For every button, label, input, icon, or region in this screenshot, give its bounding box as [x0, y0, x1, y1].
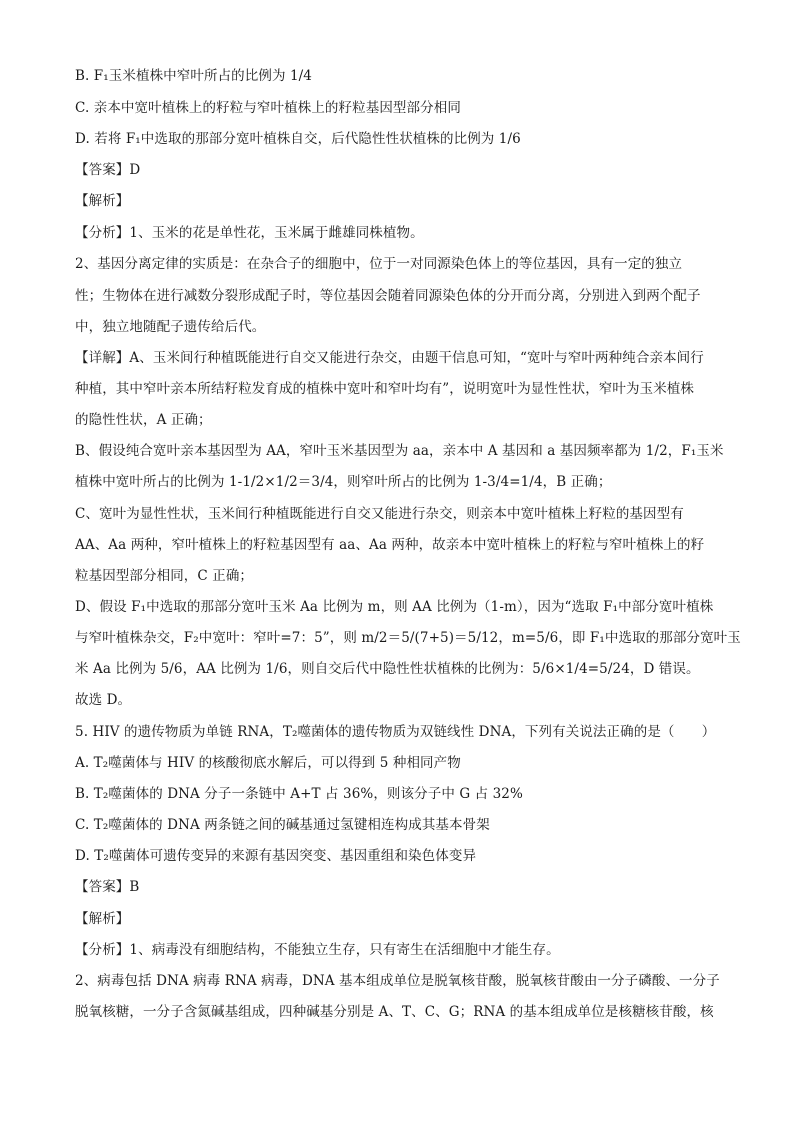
answer-label: 【答案】D	[75, 162, 141, 178]
q5-answer-label: 【答案】B	[75, 879, 140, 895]
option-c: C. 亲本中宽叶植株上的籽粒与窄叶植株上的籽粒基因型部分相同	[75, 100, 461, 116]
q5-option-d: D. T₂噬菌体可遗传变异的来源有基因突变、基因重组和染色体变异	[75, 848, 477, 864]
detail-line: AA、Aa 两种，窄叶植株上的籽粒基因型有 aa、Aa 两种，故亲本中宽叶植株上的籽粒与窄叶植株上的籽	[75, 537, 705, 553]
q5-option-a: A. T₂噬菌体与 HIV 的核酸彻底水解后，可以得到 5 种相同产物	[75, 755, 461, 771]
option-d: D. 若将 F₁中选取的那部分宽叶植株自交，后代隐性性状植株的比例为 1/6	[75, 131, 521, 147]
analysis-line: 2、基因分离定律的实质是：在杂合子的细胞中，位于一对同源染色体上的等位基因，具有一定的独立	[75, 256, 683, 272]
detail-line: 米 Aa 比例为 5/6，AA 比例为 1/6，则自交后代中隐性性状植株的比例为：5/6×1/4=5/24，D 错误。	[75, 661, 700, 677]
detail-line: D、假设 F₁中选取的那部分宽叶玉米 Aa 比例为 m，则 AA 比例为（1-m），因为“选取 F₁中部分宽叶植株	[75, 599, 714, 615]
q5-analysis-line: 脱氧核糖，一分子含氮碱基组成，四种碱基分别是 A、T、C、G；RNA 的基本组成单位是核糖核苷酸，核	[75, 1004, 714, 1020]
detail-line: 【详解】A、玉米间行种植既能进行自交又能进行杂交，由题干信息可知，“宽叶与窄叶两种纯合亲本间行	[75, 350, 704, 366]
analysis-line: 【分析】1、玉米的花是单性花，玉米属于雌雄同株植物。	[75, 225, 424, 241]
detail-line: B、假设纯合宽叶亲本基因型为 AA，窄叶玉米基因型为 aa，亲本中 A 基因和 a 基因频率都为 1/2，F₁玉米	[75, 443, 724, 459]
analysis-line: 性；生物体在进行减数分裂形成配子时，等位基因会随着同源染色体的分开而分离，分别进入到两个配子	[75, 288, 701, 304]
q5-analysis-label: 【解析】	[75, 911, 130, 927]
question-5: 5. HIV 的遗传物质为单链 RNA，T₂噬菌体的遗传物质为双链线性 DNA，下列有关说法正确的是（ ）	[75, 724, 716, 740]
detail-line: 种植，其中窄叶亲本所结籽粒发育成的植株中宽叶和窄叶均有”，说明宽叶为显性性状，窄叶为玉米植株	[75, 381, 694, 397]
detail-line: 粒基因型部分相同，C 正确；	[75, 568, 254, 584]
q5-option-c: C. T₂噬菌体的 DNA 两条链之间的碱基通过氢键相连构成其基本骨架	[75, 817, 490, 833]
detail-line: 的隐性性状，A 正确；	[75, 412, 212, 428]
q5-analysis-line: 【分析】1、病毒没有细胞结构，不能独立生存，只有寄生在活细胞中才能生存。	[75, 942, 560, 958]
analysis-label: 【解析】	[75, 193, 130, 209]
detail-line: C、宽叶为显性性状，玉米间行种植既能进行自交又能进行杂交，则亲本中宽叶植株上籽粒的基因型有	[75, 506, 684, 522]
q5-analysis-line: 2、病毒包括 DNA 病毒 RNA 病毒，DNA 基本组成单位是脱氧核苷酸，脱氧核苷酸由一分子磷酸、一分子	[75, 973, 720, 989]
detail-line: 与窄叶植株杂交，F₂中宽叶：窄叶=7：5”，则 m/2＝5/(7+5)＝5/12，m=5/6，即 F₁中选取的那部分宽叶玉	[75, 630, 741, 646]
detail-line: 植株中宽叶所占的比例为 1-1/2×1/2＝3/4，则窄叶所占的比例为 1-3/4=1/4，B 正确；	[75, 474, 612, 490]
option-b: B. F₁玉米植株中窄叶所占的比例为 1/4	[75, 68, 312, 84]
analysis-line: 中，独立地随配子遗传给后代。	[75, 319, 266, 335]
q5-option-b: B. T₂噬菌体的 DNA 分子一条链中 A+T 占 36%，则该分子中 G 占 32%	[75, 786, 523, 802]
conclusion-line: 故选 D。	[75, 692, 132, 708]
